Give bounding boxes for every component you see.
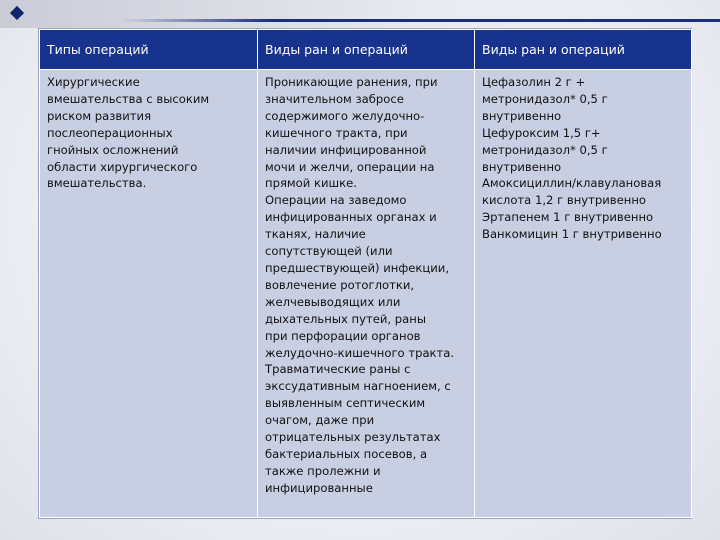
table-header-row	[40, 30, 692, 70]
cell-text-line: вмешательства.	[47, 176, 147, 191]
cell-text-line: отрицательных результатах	[265, 430, 441, 445]
cell-text-line: бактериальных посевов, а	[265, 446, 428, 461]
cell-antibiotic-regimen	[475, 70, 692, 518]
cell-text-line: Эртапенем 1 г внутривенно	[482, 210, 654, 225]
antibiotic-prophylaxis-table-container	[38, 28, 692, 519]
cell-text-line: Операции на заведомо	[265, 193, 407, 208]
cell-text-line: дыхательных путей, раны	[265, 311, 426, 326]
cell-text-line: внутривенно	[482, 159, 562, 174]
cell-text-line: предшествующей) инфекции,	[265, 260, 450, 275]
cell-text-line: кислота 1,2 г внутривенно	[482, 193, 646, 208]
cell-text-line: при перфорации органов	[265, 328, 421, 343]
cell-operation-type	[40, 70, 258, 518]
cell-text-line: наличии инфицированной	[265, 142, 427, 157]
cell-text-line: риском развития	[47, 108, 152, 123]
cell-text-line: Цефазолин 2 г +	[482, 75, 586, 89]
cell-text-line: внутривенно	[482, 108, 562, 123]
header-wound-types-2: Виды ран и операций	[475, 30, 692, 70]
antibiotic-prophylaxis-table	[39, 29, 692, 518]
header-wound-types: Виды ран и операций	[258, 30, 475, 70]
cell-text-line: Ванкомицин 1 г внутривенно	[482, 227, 662, 242]
cell-text-line: очагом, даже при	[265, 413, 375, 428]
top-accent-line	[120, 19, 720, 22]
cell-text-line: вовлечение ротоглотки,	[265, 277, 415, 292]
cell-text-line: выявленным септическим	[265, 396, 426, 411]
top-accent-band	[0, 0, 720, 28]
cell-text-line: желудочно-кишечного тракта.	[265, 345, 455, 360]
cell-text-line: послеоперационных	[47, 125, 173, 140]
cell-text-line: метронидазол* 0,5 г	[482, 142, 608, 157]
cell-text-line: области хирургического	[47, 159, 198, 174]
cell-text-line: прямой кишке.	[265, 176, 357, 191]
cell-text-line: экссудативным нагноением, с	[265, 379, 451, 394]
cell-text-line: вмешательства с высоким	[47, 91, 210, 106]
cell-text-line: значительном забросе	[265, 91, 404, 106]
cell-text-line: Проникающие ранения, при	[265, 75, 438, 89]
cell-text-line: инфицированных органах и	[265, 210, 437, 225]
cell-text-line: метронидазол* 0,5 г	[482, 91, 608, 106]
cell-text-line: кишечного тракта, при	[265, 125, 408, 140]
cell-text-line: желчевыводящих или	[265, 294, 401, 309]
cell-text-line: Цефуроксим 1,5 г+	[482, 125, 601, 140]
cell-text-line: Хирургические	[47, 75, 140, 89]
cell-text-line: Травматические раны с	[265, 362, 411, 377]
header-operation-types: Типы операций	[40, 30, 258, 70]
cell-text-line: гнойных осложнений	[47, 142, 179, 157]
cell-text-line: тканях, наличие	[265, 227, 366, 242]
cell-text-line: Амоксициллин/клавулановая	[482, 176, 662, 191]
cell-text-line: содержимого желудочно-	[265, 108, 425, 123]
cell-text-line: также пролежни и	[265, 463, 381, 478]
cell-wound-description	[258, 70, 475, 518]
cell-text-line: мочи и желчи, операции на	[265, 159, 435, 174]
table-row	[40, 70, 692, 518]
cell-text-line: сопутствующей (или	[265, 244, 393, 259]
cell-text-line: инфицированные	[265, 480, 373, 495]
